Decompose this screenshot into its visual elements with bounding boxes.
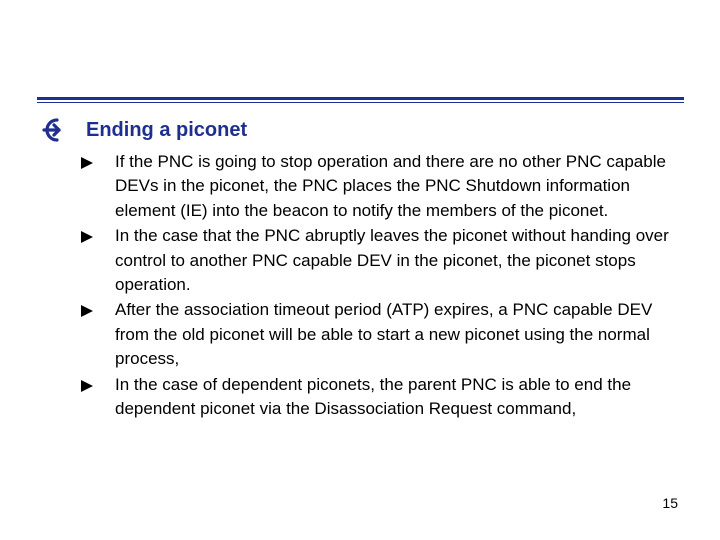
bullet-text: If the PNC is going to stop operation and there are no other PNC capable DEVs in the piconet, the PNC places the PNC Shutdown information element (IE) into the beacon to notify the members of the piconet. (115, 152, 666, 220)
bullet-item (80, 373, 680, 422)
curved-arrow-right-icon (40, 117, 64, 143)
page-number: 15 (662, 495, 678, 511)
triangle-right-icon (80, 379, 94, 393)
bullet-item (80, 298, 680, 371)
header-rule-thin (37, 102, 684, 103)
bullet-item (80, 224, 680, 297)
bullet-text: In the case that the PNC abruptly leaves the piconet without handing over control to another PNC capable DEV in the piconet, the piconet stops operation. (115, 226, 669, 295)
bullet-text: In the case of dependent piconets, the parent PNC is able to end the dependent piconet via the Disassociation Request command, (115, 374, 632, 419)
header-rule-thick (37, 97, 684, 100)
bullet-item (80, 150, 680, 223)
bullet-text: After the association timeout period (ATP) expires, a PNC capable DEV from the old piconet will be able to start a new piconet using the normal process, (115, 300, 653, 369)
slide-heading (40, 117, 680, 145)
slide-title: Ending a piconet (86, 119, 248, 141)
bullet-list (80, 150, 680, 422)
triangle-right-icon (80, 230, 94, 244)
triangle-right-icon (80, 304, 94, 318)
triangle-right-icon (80, 156, 94, 170)
